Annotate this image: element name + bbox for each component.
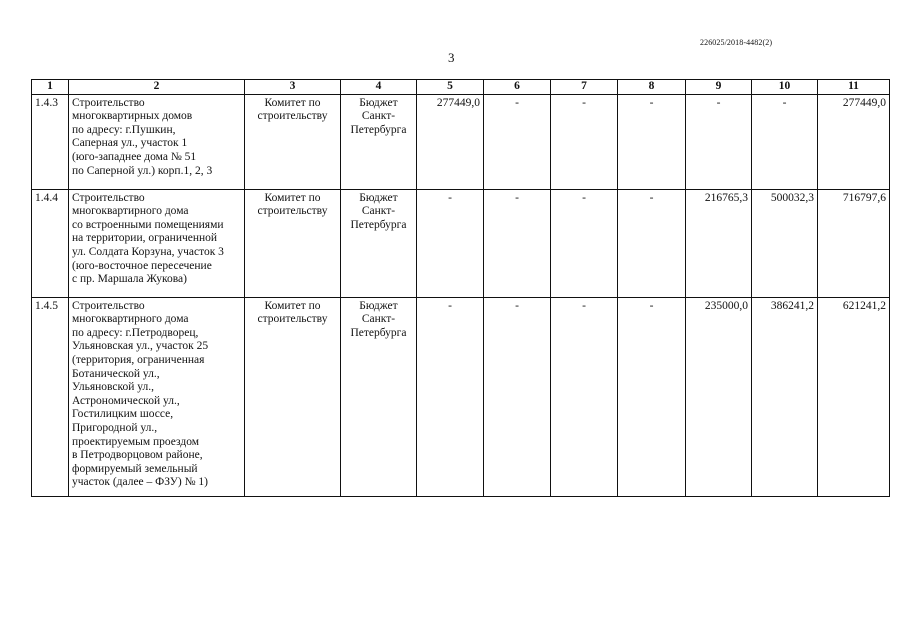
- executor-line: строительству: [257, 205, 328, 218]
- executor: [245, 189, 341, 297]
- column-header-9: 9: [686, 80, 752, 95]
- amount-col-7: -: [551, 297, 618, 496]
- object-name-line: Ботанической ул.,: [72, 367, 160, 380]
- page-number: 3: [448, 50, 455, 65]
- object-name-line: (юго-западнее дома № 51: [72, 150, 197, 163]
- amount-col-6: -: [484, 189, 551, 297]
- funding-source-line: Санкт-: [361, 110, 396, 123]
- executor: [245, 297, 341, 496]
- object-name-line: многоквартирного дома: [72, 313, 189, 326]
- amount-col-7: -: [551, 189, 618, 297]
- amount-col-9: 216765,3: [686, 189, 752, 297]
- funding-source-line: Петербурга: [350, 326, 407, 339]
- table-row: [32, 189, 890, 297]
- object-name-line: многоквартирного дома: [72, 205, 189, 218]
- amount-col-10: -: [752, 94, 818, 189]
- amount-col-8: -: [618, 94, 686, 189]
- object-name-line: Ульяновской ул.,: [72, 381, 155, 394]
- object-name-line: по адресу: г.Пушкин,: [72, 123, 176, 136]
- document-registration-number: 226025/2018-4482(2): [700, 38, 773, 47]
- funding-source-line: Бюджет: [359, 191, 398, 204]
- amount-col-5: 277449,0: [417, 94, 484, 189]
- funding-source-line: Бюджет: [359, 96, 398, 109]
- funding-source-line: Петербурга: [350, 218, 407, 231]
- object-name-line: по адресу: г.Петродворец,: [72, 326, 199, 339]
- object-name-line: Строительство: [72, 299, 145, 312]
- object-name: [69, 94, 245, 189]
- amount-col-10: 500032,3: [752, 189, 818, 297]
- amount-col-10: 386241,2: [752, 297, 818, 496]
- executor-line: Комитет по: [264, 96, 321, 109]
- executor-line: строительству: [257, 313, 328, 326]
- object-name-line: Гостилицким шоссе,: [72, 408, 174, 421]
- executor: [245, 94, 341, 189]
- object-name-line: проектируемым проездом: [72, 435, 200, 448]
- table-row: [32, 297, 890, 496]
- column-header-10: 10: [752, 80, 818, 95]
- amount-total: 716797,6: [818, 189, 890, 297]
- object-name-line: многоквартирных домов: [72, 110, 193, 123]
- funding-source-line: Санкт-: [361, 313, 396, 326]
- object-name-line: с пр. Маршала Жукова): [72, 273, 187, 286]
- funding-source-line: Санкт-: [361, 205, 396, 218]
- column-header-7: 7: [551, 80, 618, 95]
- column-header-11: 11: [818, 80, 890, 95]
- amount-col-9: 235000,0: [686, 297, 752, 496]
- object-name: [69, 297, 245, 496]
- object-name-line: по Саперной ул.) корп.1, 2, 3: [72, 164, 213, 177]
- object-name-line: участок (далее – ФЗУ) № 1): [72, 476, 208, 489]
- object-name-line: Саперная ул., участок 1: [72, 137, 188, 150]
- object-name-line: ул. Солдата Корзуна, участок 3: [72, 245, 224, 258]
- amount-total: 621241,2: [818, 297, 890, 496]
- executor-line: Комитет по: [264, 191, 321, 204]
- row-number: 1.4.3: [32, 94, 69, 189]
- amount-col-5: -: [417, 297, 484, 496]
- object-name-line: Пригородной ул.,: [72, 421, 158, 434]
- column-header-5: 5: [417, 80, 484, 95]
- object-name-line: формируемый земельный: [72, 462, 198, 475]
- financing-table: [31, 79, 890, 497]
- object-name-line: со встроенными помещениями: [72, 218, 224, 231]
- object-name: [69, 189, 245, 297]
- object-name-line: Строительство: [72, 191, 145, 204]
- column-header-6: 6: [484, 80, 551, 95]
- table-row: [32, 94, 890, 189]
- amount-col-5: -: [417, 189, 484, 297]
- row-number: 1.4.5: [32, 297, 69, 496]
- row-number: 1.4.4: [32, 189, 69, 297]
- amount-col-6: -: [484, 94, 551, 189]
- object-name-line: (территория, ограниченная: [72, 353, 205, 366]
- object-name-line: на территории, ограниченной: [72, 232, 218, 245]
- funding-source: [341, 94, 417, 189]
- funding-source-line: Бюджет: [359, 299, 398, 312]
- funding-source: [341, 189, 417, 297]
- object-name-line: Астрономической ул.,: [72, 394, 180, 407]
- amount-total: 277449,0: [818, 94, 890, 189]
- column-header-4: 4: [341, 80, 417, 95]
- executor-line: строительству: [257, 110, 328, 123]
- amount-col-8: -: [618, 297, 686, 496]
- amount-col-7: -: [551, 94, 618, 189]
- table-header-row: [32, 80, 890, 95]
- executor-line: Комитет по: [264, 299, 321, 312]
- object-name-line: (юго-восточное пересечение: [72, 259, 212, 272]
- column-header-2: 2: [69, 80, 245, 95]
- column-header-8: 8: [618, 80, 686, 95]
- object-name-line: Строительство: [72, 96, 145, 109]
- amount-col-8: -: [618, 189, 686, 297]
- funding-source-line: Петербурга: [350, 123, 407, 136]
- object-name-line: Ульяновская ул., участок 25: [72, 340, 209, 353]
- column-header-3: 3: [245, 80, 341, 95]
- column-header-1: 1: [32, 80, 69, 95]
- amount-col-6: -: [484, 297, 551, 496]
- object-name-line: в Петродворцовом районе,: [72, 449, 203, 462]
- funding-source: [341, 297, 417, 496]
- amount-col-9: -: [686, 94, 752, 189]
